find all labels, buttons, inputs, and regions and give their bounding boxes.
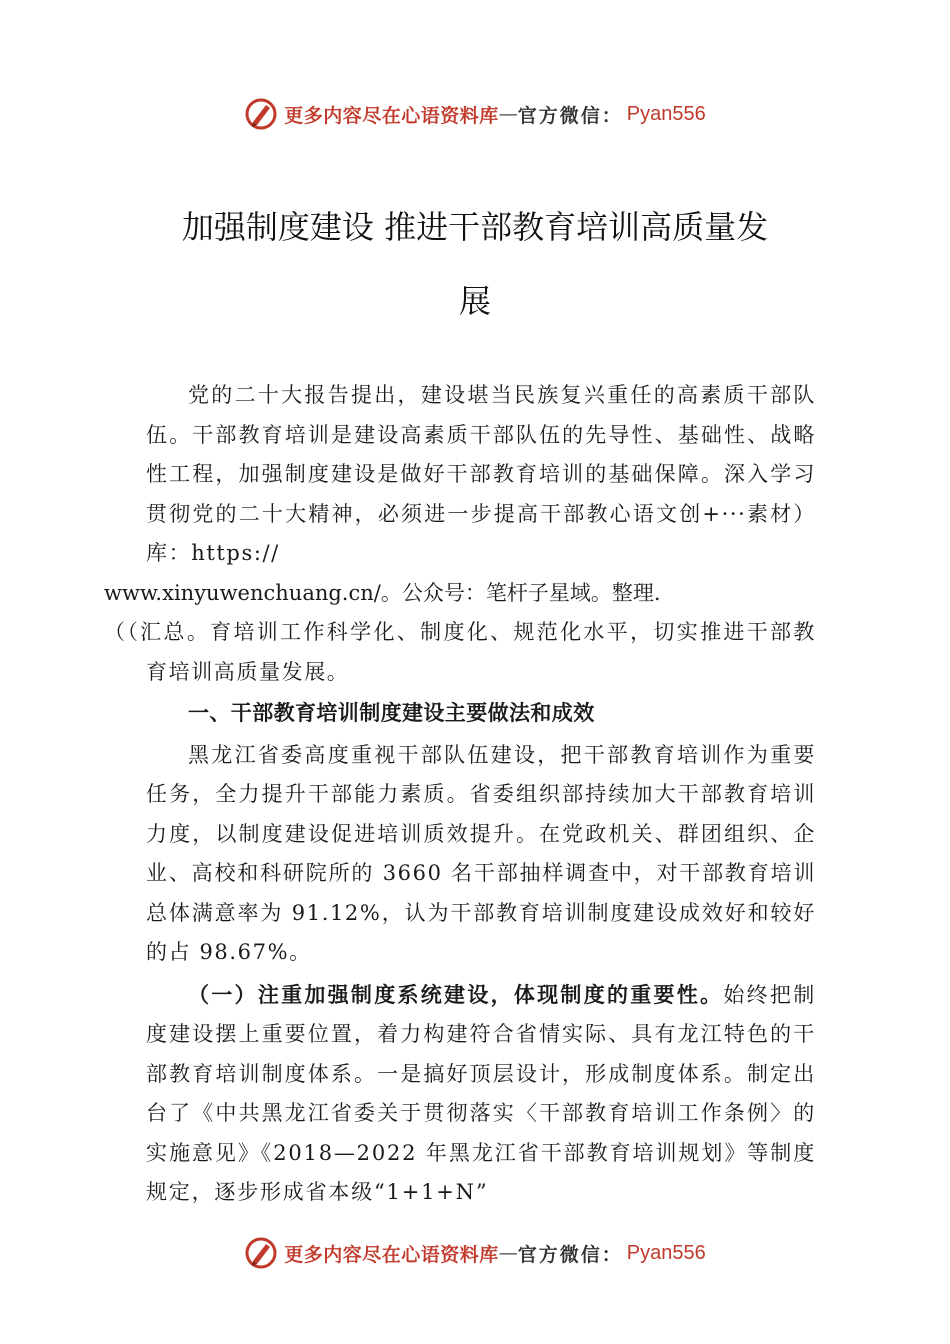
intro-url-line: www.xinyuwenchuang.cn/。公众号：笔杆子星域。整理. [104, 580, 661, 605]
banner-dash: — [498, 1242, 518, 1264]
banner-text: 更多内容尽在心语资料库 [284, 1243, 499, 1266]
footer-banner [0, 1233, 950, 1273]
header-banner [0, 94, 950, 134]
pen-logo-icon [244, 1236, 278, 1270]
paragraph-2: 黑龙江省委高度重视干部队伍建设，把干部教育培训作为重要任务，全力提升干部能力素质。省委组织部持续加大干部教育培训力度，以制度建设促进培训质效提升。在党政机关、群团组织、企业、高校和科研院所的 3660 名干部抽样调查中，对干部教育培训总体满意率为 91.12%，认为干部教育培训制度建设成效好和较好的占 98.67%。 [146, 742, 816, 964]
subsection-heading-1: （一）注重加强制度系统建设，体现制度的重要性。 [188, 981, 724, 1007]
banner-wechat-id: Pyan556 [626, 102, 706, 125]
title-line-2: 展 [458, 282, 491, 320]
paragraph-3-text: 始终把制度建设摆上重要位置，着力构建符合省情实际、具有龙江特色的干部教育培训制度体系。一是搞好顶层设计，形成制度体系。制定出台了《中共黑龙江省委关于贯彻落实〈干部教育培训工作条例〉的实施意见》《2018—2022 年黑龙江省干部教育培训规划》等制度规定，逐步形成省本级“1+1+N” [146, 982, 816, 1204]
banner-wechat-label: 官方微信： [517, 104, 623, 127]
paragraph-intro [104, 376, 816, 692]
paragraph-3 [146, 975, 816, 1213]
intro-text-end: （（汇总。育培训工作科学化、制度化、规范化水平，切实推进干部教育培训高质量发展。 [104, 620, 816, 684]
document-body [104, 376, 816, 1213]
title-line-1: 加强制度建设 推进干部教育培训高质量发 [181, 208, 769, 246]
section-heading-1: 一、干部教育培训制度建设主要做法和成效 [188, 701, 595, 725]
pen-logo-icon [244, 97, 278, 131]
banner-wechat-label: 官方微信： [517, 1243, 623, 1266]
banner-text: 更多内容尽在心语资料库 [284, 104, 499, 127]
intro-text: 党的二十大报告提出，建设堪当民族复兴重任的高素质干部队伍。干部教育培训是建设高素质干部队伍的先导性、基础性、战略性工程，加强制度建设是做好干部教育培训的基础保障。深入学习贯彻党的二十大精神，必须进一步提高干部教心语文创+···素材）库：https:// [146, 383, 816, 565]
banner-wechat-id: Pyan556 [626, 1241, 706, 1264]
page-title [140, 190, 810, 338]
banner-dash: — [498, 103, 518, 125]
